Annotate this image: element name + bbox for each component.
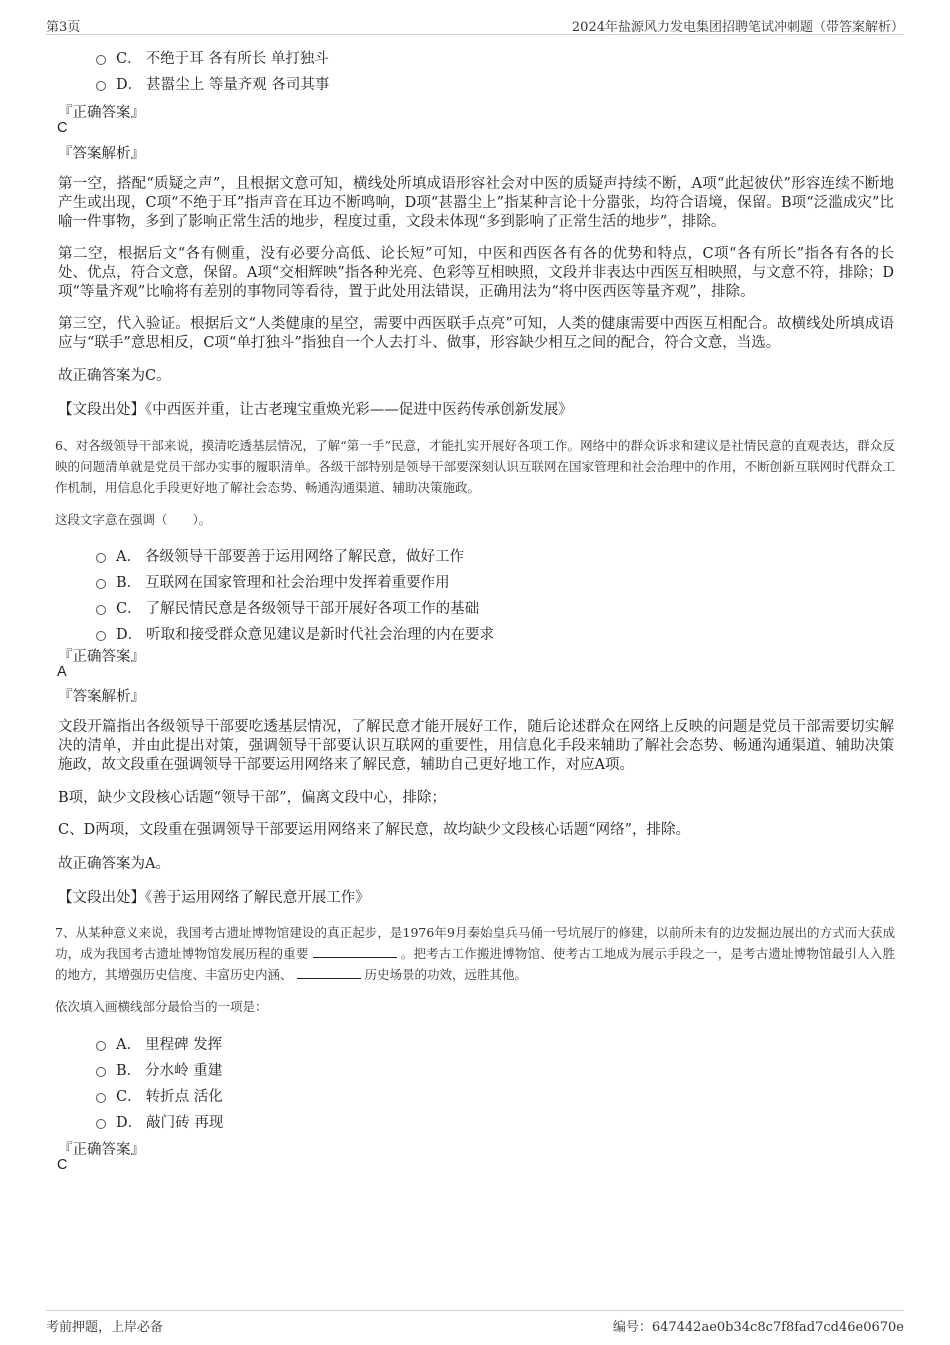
radio-icon[interactable] <box>96 1119 106 1129</box>
page-header <box>46 14 904 35</box>
q5-conclusion: 故正确答案为C。 <box>58 368 171 384</box>
radio-icon[interactable] <box>96 1041 106 1051</box>
q6-analysis-paragraph: B项，缺少文段核心话题“领导干部”，偏离文段中心，排除； <box>58 790 446 806</box>
q6-source: 【文段出处】《善于运用网络了解民意开展工作》 <box>58 890 370 906</box>
footer-slogan: 考前押题，上岸必备 <box>46 1320 164 1335</box>
q5-analysis-label: 『答案解析』 <box>58 146 145 162</box>
radio-icon[interactable] <box>96 55 106 65</box>
q6-conclusion: 故正确答案为A。 <box>58 856 170 872</box>
radio-icon[interactable] <box>96 631 106 641</box>
document-title: 2024年盐源风力发电集团招聘笔试冲刺题（带答案解析） <box>571 20 904 35</box>
page-number: 第3页 <box>46 20 81 35</box>
q5-source: 【文段出处】《中西医并重，让古老瑰宝重焕光彩——促进中医药传承创新发展》 <box>58 402 573 418</box>
q7-option-b[interactable]: B． 分水岭 重建 <box>96 1059 222 1080</box>
radio-icon[interactable] <box>96 1067 106 1077</box>
fill-blank-2 <box>297 966 361 979</box>
q7-stem: 7、从某种意义来说，我国考古遗址博物馆建设的真正起步，是1976年9月秦始皇兵马俑一号坑展厅的修建，以前所未有的边发掘边展出的方式而大获成功，成为我国考古遗址博物馆发展历程的重要 。把考古工作搬进博物馆、使考古工地成为展示手段之一，是考古遗址博物馆最引人入胜的地方，其增强历史信度、丰富历史内涵、 历史场景的功效，远胜其他。 <box>55 925 895 982</box>
q6-prompt: 这段文字意在强调（ ）。 <box>55 512 212 527</box>
q5-option-d[interactable]: D． 甚嚣尘上 等量齐观 各司其事 <box>96 73 329 94</box>
q7-prompt: 依次填入画横线部分最恰当的一项是： <box>55 999 268 1014</box>
q6-option-b[interactable]: B． 互联网在国家管理和社会治理中发挥着重要作用 <box>96 571 450 592</box>
q6-analysis-paragraph: 文段开篇指出各级领导干部要吃透基层情况，了解民意才能开展好工作，随后论述群众在网络上反映的问题是党员干部需要切实解决的清单，并由此提出对策，强调领导干部要认识互联网的重要性，用信息化手段来辅助了解社会态势、畅通沟通渠道、辅助决策施政，故文段重在强调领导干部要运用网络来了解民意，辅助自己更好地工作，对应A项。 <box>58 719 894 773</box>
q7-answer-label: 『正确答案』 <box>58 1142 145 1158</box>
q5-analysis-paragraph: 第一空，搭配“质疑之声”，且根据文意可知，横线处所填成语形容社会对中医的质疑声持续不断，A项“此起彼伏”形容连续不断地产生或出现，C项“不绝于耳”指声音在耳边不断鸣响，D项“甚嚣尘上”指某种言论十分嚣张，均符合语境，保留。B项“泛滥成灾”比喻一件事物，多到了影响正常生活的地步，程度过重，文段未体现“多到影响了正常生活的地步”，排除。 <box>58 176 894 230</box>
q7-option-d[interactable]: D． 敲门砖 再现 <box>96 1111 223 1132</box>
q6-option-c[interactable]: C． 了解民情民意是各级领导干部开展好各项工作的基础 <box>96 597 479 618</box>
radio-icon[interactable] <box>96 81 106 91</box>
q6-analysis-paragraph: C、D两项，文段重在强调领导干部要运用网络来了解民意，故均缺少文段核心话题“网络”，排除。 <box>58 822 691 838</box>
q5-analysis-paragraph: 第三空，代入验证。根据后文“人类健康的星空，需要中西医联手点亮”可知，人类的健康需要中西医互相配合。故横线处所填成语应与“联手”意思相反，C项“单打独斗”指独自一个人去打斗、做事，形容缺少相互之间的配合，符合文意，当选。 <box>58 316 894 351</box>
page-footer <box>46 1310 904 1335</box>
radio-icon[interactable] <box>96 579 106 589</box>
radio-icon[interactable] <box>96 1093 106 1103</box>
q6-option-a[interactable]: A． 各级领导干部要善于运用网络了解民意，做好工作 <box>96 545 464 566</box>
q7-option-c[interactable]: C． 转折点 活化 <box>96 1085 223 1106</box>
fill-blank-1 <box>313 945 397 958</box>
q6-analysis-label: 『答案解析』 <box>58 689 145 705</box>
q5-answer: C <box>57 120 68 136</box>
q7-answer: C <box>57 1157 68 1173</box>
radio-icon[interactable] <box>96 605 106 615</box>
q5-answer-label: 『正确答案』 <box>58 105 145 121</box>
document-serial: 编号：647442ae0b34c8c7f8fad7cd46e0670e <box>612 1320 904 1335</box>
q5-analysis-paragraph: 第二空，根据后文“各有侧重，没有必要分高低、论长短”可知，中医和西医各有各的优势和特点，C项“各有所长”指各有各的长处、优点，符合文意，保留。A项“交相辉映”指各种光亮、色彩等互相映照，文段并非表达中西医互相映照，与文意不符，排除；D项“等量齐观”比喻将有差别的事物同等看待，置于此处用法错误，正确用法为“将中医西医等量齐观”，排除。 <box>58 246 894 300</box>
q7-option-a[interactable]: A． 里程碑 发挥 <box>96 1033 222 1054</box>
q6-answer-label: 『正确答案』 <box>58 649 145 665</box>
radio-icon[interactable] <box>96 553 106 563</box>
q6-option-d[interactable]: D． 听取和接受群众意见建议是新时代社会治理的内在要求 <box>96 623 494 644</box>
q5-option-c[interactable]: C． 不绝于耳 各有所长 单打独斗 <box>96 47 329 68</box>
q6-stem: 6、对各级领导干部来说，摸清吃透基层情况，了解“第一手”民意，才能扎实开展好各项工作。网络中的群众诉求和建议是社情民意的直观表达，群众反映的问题清单就是党员干部办实事的履职清单。各级干部特别是领导干部要深刻认识互联网在国家管理和社会治理中的作用，不断创新互联网时代群众工作机制，用信息化手段更好地了解社会态势、畅通沟通渠道、辅助决策施政。 <box>55 438 895 495</box>
q6-answer: A <box>57 664 67 680</box>
